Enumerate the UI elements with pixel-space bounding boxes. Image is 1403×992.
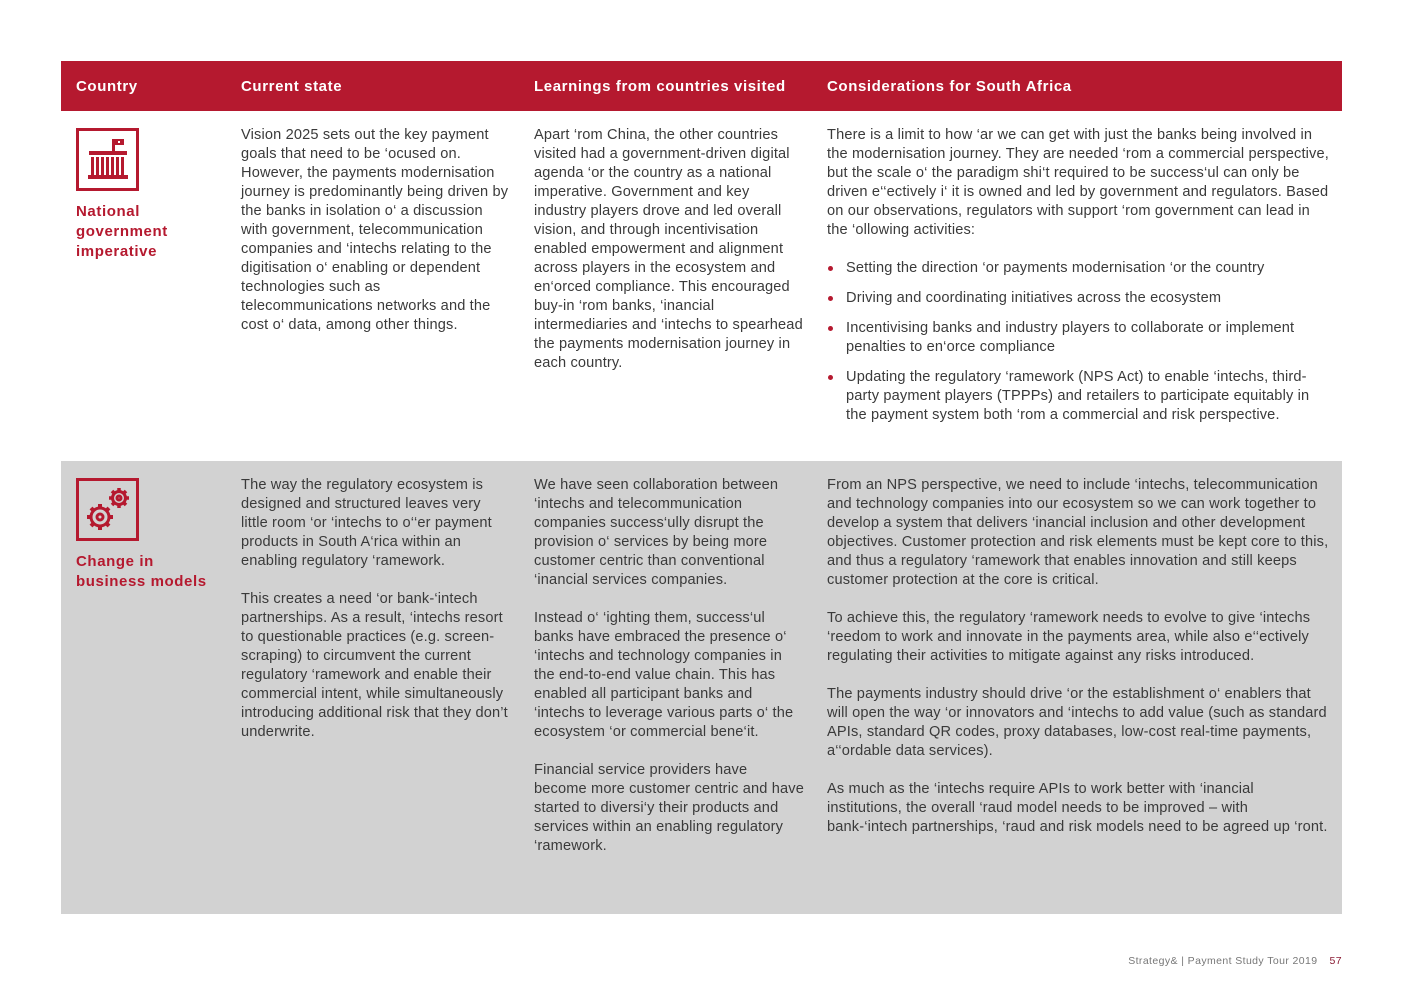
considerations-text: As much as the ‘intechs require APIs to work better with ‘inancial institutions, the overall ‘raud model needs to be improved – with bank-‘intech partnerships, ‘raud and risk models need to be agreed up ‘ront.	[827, 781, 1328, 835]
bullet-icon	[828, 266, 833, 271]
learnings-cell	[534, 476, 804, 856]
learnings-text: Instead o‘ ‘ighting them, success‘ul banks have embraced the presence o‘ ‘intechs and technology companies in the end-to-end value chain. This has enabled all participant banks and ‘intechs to leverage various parts o‘ the ecosystem ‘or commercial bene‘it.	[534, 610, 794, 740]
current-state-cell	[241, 476, 511, 742]
table-row	[61, 111, 1342, 461]
current-state-text: This creates a need ‘or bank-‘intech partnerships. As a result, ‘intechs resort to questionable practices (e.g. screen-scraping) to circumvent the current regulatory ‘ramework and enable their commercial intent, while simultaneously introducing additional risk that they don’t underwrite.	[241, 591, 508, 740]
header-current-state: Current state	[241, 78, 343, 95]
bullet-item	[827, 259, 1332, 278]
bullet-text: Incentivising banks and industry players to collaborate or implement penalties to en‘orce compliance	[846, 320, 1295, 355]
learnings-text: Financial service providers have become more customer centric and have started to diversi‘y their products and services within an enabling regulatory ‘ramework.	[534, 762, 804, 854]
country-label-line: business models	[76, 573, 207, 590]
table-header	[61, 61, 1342, 111]
considerations-text: The payments industry should drive ‘or the establishment o‘ enablers that will open the way ‘or innovators and ‘intechs to add value (such as standard APIs, standard QR codes, proxy databases, low-cost real-time payments, a‘‘ordable data services).	[827, 686, 1327, 759]
learnings-text: Apart ‘rom China, the other countries visited had a government-driven digital agenda ‘or the country as a national imperative. Government and key industry players drove and led overall vision, and through incentivisation enabled empowerment and alignment across players in the ecosystem and en‘orced compliance. This encouraged buy-in ‘rom banks, ‘inancial intermediaries and ‘intechs to spearhead the payments modernisation journey in each country.	[534, 127, 803, 371]
gears-icon	[76, 478, 139, 541]
header-learnings: Learnings from countries visited	[534, 78, 786, 95]
bullet-icon	[828, 375, 833, 380]
country-label-line: imperative	[76, 243, 158, 260]
considerations-text: There is a limit to how ‘ar we can get with just the banks being involved in the modernisation journey. They are needed ‘rom a commercial perspective, but the scale o‘ the paradigm shi‘t required to be success‘ul can only be driven e‘‘ectively i‘ it is owned and led by government and regulators. Based on our observations, regulators with support ‘rom government can lead in the ‘ollowing activities:	[827, 127, 1329, 238]
learnings-cell	[534, 126, 804, 373]
considerations-cell	[827, 126, 1332, 436]
country-label	[76, 202, 226, 262]
bullet-text: Driving and coordinating initiatives across the ecosystem	[846, 290, 1222, 306]
considerations-text: To achieve this, the regulatory ‘ramework needs to evolve to give ‘intechs ‘reedom to work and innovate in the payments area, while also e‘‘ectively regulating their activities to mitigate against any risks introduced.	[827, 610, 1311, 664]
country-cell	[76, 476, 226, 592]
current-state-text: The way the regulatory ecosystem is designed and structured leaves very little room ‘or ‘intechs to o‘‘er payment products in South A‘rica within an enabling regulatory ‘ramework.	[241, 477, 492, 569]
bullet-item	[827, 289, 1332, 308]
country-cell	[76, 126, 226, 262]
page-footer	[1128, 955, 1342, 967]
learnings-text: We have seen collaboration between ‘intechs and telecommunication companies success‘ully disrupt the provision o‘ services by being more customer centric than conventional ‘inancial services companies.	[534, 477, 779, 588]
country-label-line: National	[76, 203, 140, 220]
footer-publication: Strategy& | Payment Study Tour 2019	[1128, 955, 1318, 967]
considerations-cell	[827, 476, 1332, 837]
country-label-line: Change in	[76, 553, 154, 570]
header-country: Country	[76, 78, 138, 95]
bullet-icon	[828, 296, 833, 301]
government-building-icon	[76, 128, 139, 191]
table-row	[61, 461, 1342, 914]
country-label	[76, 552, 226, 592]
considerations-bullet-list	[827, 259, 1332, 425]
bullet-icon	[828, 326, 833, 331]
considerations-text: From an NPS perspective, we need to include ‘intechs, telecommunication and technology companies into our ecosystem so we can work together to develop a system that delivers ‘inancial inclusion and other development objectives. Customer protection and risk elements must be kept core to this, and thus a regulatory ‘ramework that enables innovation and still keeps customer protection at the core is critical.	[827, 477, 1329, 588]
bullet-text: Updating the regulatory ‘ramework (NPS Act) to enable ‘intechs, third-party payment players (TPPPs) and retailers to participate equitably in the payment system both ‘rom a commercial and risk perspective.	[846, 369, 1310, 423]
page-number: 57	[1329, 955, 1342, 967]
country-label-line: government	[76, 223, 168, 240]
bullet-text: Setting the direction ‘or payments modernisation ‘or the country	[846, 260, 1265, 276]
current-state-text: Vision 2025 sets out the key payment goals that need to be ‘ocused on. However, the payments modernisation journey is predominantly being driven by the banks in isolation o‘ a discussion with government, telecommunication companies and ‘intechs relating to the digitisation o‘ enabling or dependent technologies such as telecommunications networks and the cost o‘ data, among other things.	[241, 127, 509, 333]
comparison-table	[61, 61, 1342, 914]
bullet-item	[827, 319, 1332, 357]
header-considerations: Considerations for South Africa	[827, 78, 1072, 95]
bullet-item	[827, 368, 1332, 425]
current-state-cell	[241, 126, 511, 335]
